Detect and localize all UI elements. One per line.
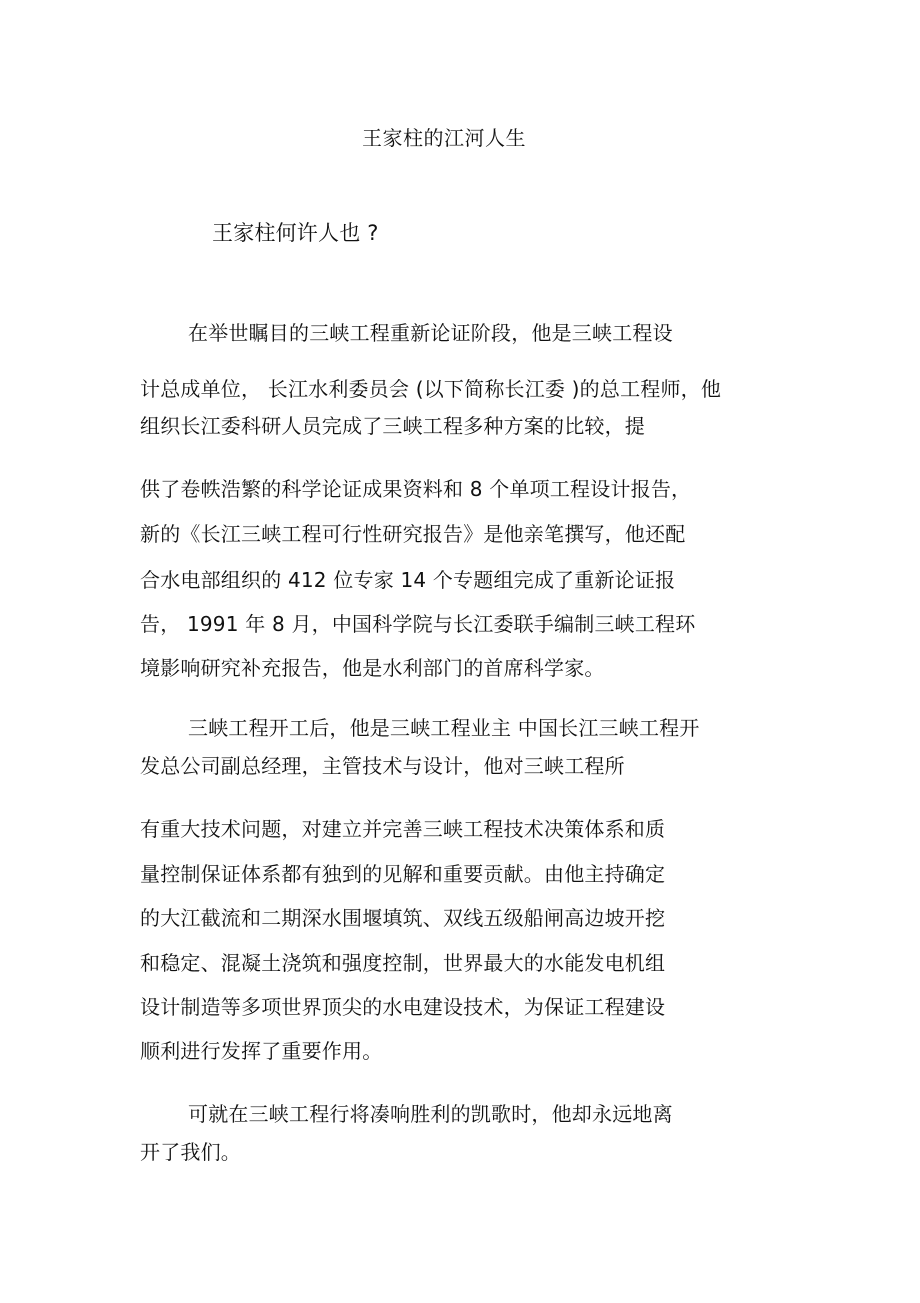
paragraph-line: 三峡工程开工后，他是三峡工程业主 中国长江三峡工程开 [188,716,700,740]
paragraph-line: 境影响研究补充报告，他是水利部门的首席科学家。 [140,656,605,680]
paragraph-line: 设计制造等多项世界顶尖的水电建设技术，为保证工程建设 [140,995,666,1019]
paragraph-line: 合水电部组织的 412 位专家 14 个专题组完成了重新论证报 [140,568,676,592]
paragraph-line: 组织长江委科研人员完成了三峡工程多种方案的比较，提 [140,414,645,438]
paragraph-line: 量控制保证体系都有独到的见解和重要贡献。由他主持确定 [140,862,666,886]
paragraph-line: 发总公司副总经理，主管技术与设计，他对三峡工程所 [140,754,625,778]
paragraph-line: 新的《长江三峡工程可行性研究报告》是他亲笔撰写，他还配 [140,522,686,546]
paragraph-line: 和稳定、混凝土浇筑和强度控制，世界最大的水能发电机组 [140,951,666,975]
document-title: 王家柱的江河人生 [362,126,526,150]
paragraph-line: 告， 1991 年 8 月，中国科学院与长江委联手编制三峡工程环 [140,612,696,636]
paragraph-line: 开了我们。 [140,1140,241,1164]
paragraph-line: 可就在三峡工程行将凑响胜利的凯歌时，他却永远地离 [188,1102,673,1126]
paragraph-line: 的大江截流和二期深水围堰填筑、双线五级船闸高边坡开挖 [140,906,666,930]
document-subtitle: 王家柱何许人也 ? [212,221,379,245]
paragraph-line: 有重大技术问题，对建立并完善三峡工程技术决策体系和质 [140,817,666,841]
paragraph-line: 顺利进行发挥了重要作用。 [140,1039,383,1063]
paragraph-line: 在举世瞩目的三峡工程重新论证阶段，他是三峡工程设 [188,321,673,345]
paragraph-line: 供了卷帙浩繁的科学论证成果资料和 8 个单项工程设计报告， [140,477,692,501]
paragraph-line: 计总成单位， 长江水利委员会 (以下简称长江委 )的总工程师，他 [140,377,722,401]
